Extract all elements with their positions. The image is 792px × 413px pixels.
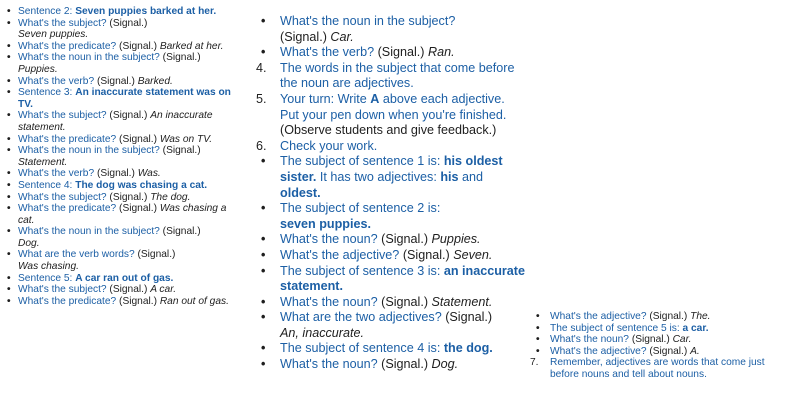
list-item: • What's the predicate? (Signal.) Ran out of gas. bbox=[6, 296, 241, 308]
middle-column bbox=[252, 14, 527, 373]
list-item: • What's the subject? (Signal.) An inaccurate statement. bbox=[6, 110, 241, 133]
list-item: • What's the subject? (Signal.) The dog. bbox=[6, 192, 241, 204]
list-item: • What's the noun? (Signal.) Statement. bbox=[252, 295, 527, 311]
list-item: • What's the adjective? (Signal.) Seven. bbox=[252, 248, 527, 264]
list-item: • Sentence 3: An inaccurate statement was on TV. bbox=[6, 87, 241, 110]
list-item: • Sentence 2: Seven puppies barked at her. bbox=[6, 6, 241, 18]
numbered-item-6: 6. Check your work. bbox=[256, 138, 378, 153]
list-item: • The subject of sentence 4 is: the dog. bbox=[252, 341, 527, 357]
list-item: • The subject of sentence 1 is: his oldest sister. It has two adjectives: his and oldest. bbox=[252, 154, 527, 201]
list-item: • What's the noun in the subject? (Signal.) Dog. bbox=[6, 226, 241, 249]
numbered-item-5: 5. Your turn: Write A above each adjective. Put your pen down when you're finished. (Observe students and give feedback.) bbox=[256, 91, 507, 138]
list-item: • The subject of sentence 5 is: a car. bbox=[528, 323, 790, 335]
list-item: • What's the predicate? (Signal.) Barked at her. bbox=[6, 41, 241, 53]
list-item: • What are the two adjectives? (Signal.) An, inaccurate. bbox=[252, 310, 527, 341]
list-item: • What's the adjective? (Signal.) A. bbox=[528, 346, 790, 358]
list-item: • What's the subject? (Signal.) Seven puppies. bbox=[6, 18, 241, 41]
list-item: • What's the noun in the subject? (Signal.) Puppies. bbox=[6, 52, 241, 75]
list-item: • What's the verb? (Signal.) Was. bbox=[6, 168, 241, 180]
list-item: • What's the predicate? (Signal.) Was on TV. bbox=[6, 134, 241, 146]
list-item: • What's the predicate? (Signal.) Was chasing a cat. bbox=[6, 203, 241, 226]
list-item: • What's the noun? (Signal.) Car. bbox=[528, 334, 790, 346]
list-item: • What's the verb? (Signal.) Ran. bbox=[252, 45, 527, 61]
right-column bbox=[528, 311, 790, 381]
list-item: • The subject of sentence 2 is: seven puppies. bbox=[252, 201, 527, 232]
list-item: • What's the verb? (Signal.) Barked. bbox=[6, 76, 241, 88]
list-item: • What's the adjective? (Signal.) The. bbox=[528, 311, 790, 323]
list-item: • What's the noun? (Signal.) Dog. bbox=[252, 357, 527, 373]
list-item: • What are the verb words? (Signal.) Was chasing. bbox=[6, 249, 241, 272]
list-item: • The subject of sentence 3 is: an inaccurate statement. bbox=[252, 264, 527, 295]
numbered-item-7: 7. Remember, adjectives are words that come just before nouns and tell about nouns. bbox=[530, 357, 765, 380]
list-item: • Sentence 4: The dog was chasing a cat. bbox=[6, 180, 241, 192]
list-item: • Sentence 5: A car ran out of gas. bbox=[6, 273, 241, 285]
left-column bbox=[6, 6, 241, 307]
numbered-item-4: 4. The words in the subject that come before the noun are adjectives. bbox=[256, 60, 515, 91]
list-item: • What's the subject? (Signal.) A car. bbox=[6, 284, 241, 296]
list-item: • What's the noun in the subject? (Signal.) Car. bbox=[252, 14, 527, 45]
list-item: • What's the noun in the subject? (Signal.) Statement. bbox=[6, 145, 241, 168]
list-item: • What's the noun? (Signal.) Puppies. bbox=[252, 232, 527, 248]
